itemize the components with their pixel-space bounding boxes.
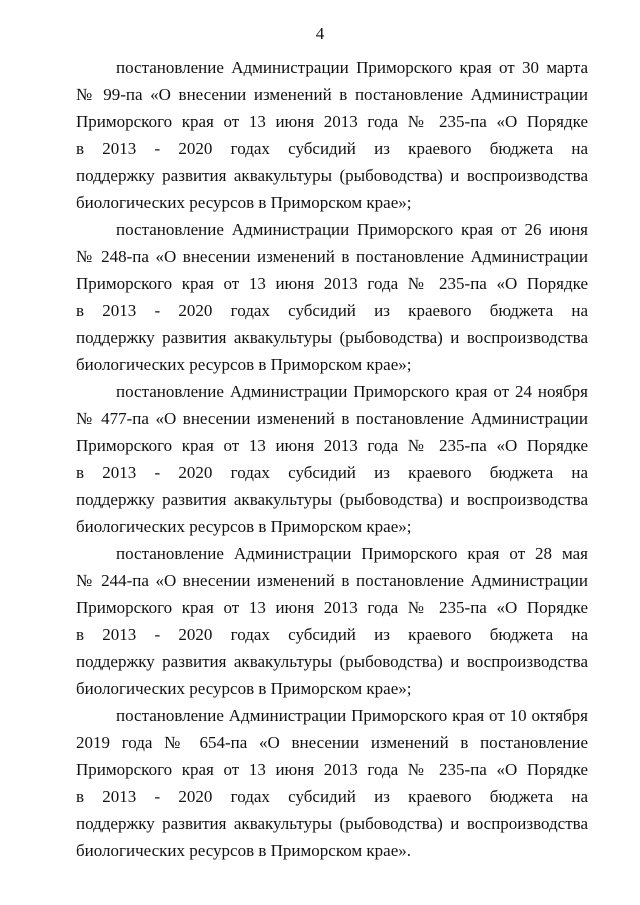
paragraph-line: постановление Администрации Приморского края от 30 марта bbox=[116, 58, 588, 77]
paragraph-line: в 2013 - 2020 годах субсидий из краевого бюджета на bbox=[76, 301, 588, 320]
paragraph-2 bbox=[76, 216, 588, 378]
paragraph-line: 2019 года № 654-па «О внесении изменений в постановление bbox=[76, 733, 588, 752]
paragraph-line: биологических ресурсов в Приморском крае»; bbox=[76, 193, 412, 212]
paragraph-line: постановление Администрации Приморского края от 24 ноября bbox=[116, 382, 588, 401]
paragraph-line: поддержку развития аквакультуры (рыбоводства) и воспроизводства bbox=[76, 490, 588, 509]
paragraph-line: поддержку развития аквакультуры (рыбоводства) и воспроизводства bbox=[76, 166, 588, 185]
paragraph-line: Приморского края от 13 июня 2013 года № 235-па «О Порядке bbox=[76, 598, 588, 617]
paragraph-line: поддержку развития аквакультуры (рыбоводства) и воспроизводства bbox=[76, 328, 588, 347]
paragraph-line: в 2013 - 2020 годах субсидий из краевого бюджета на bbox=[76, 787, 588, 806]
paragraph-line: постановление Администрации Приморского края от 10 октября bbox=[116, 706, 588, 725]
page-number: 4 bbox=[315, 24, 325, 43]
paragraph-line: биологических ресурсов в Приморском крае»; bbox=[76, 517, 412, 536]
paragraph-line: биологических ресурсов в Приморском крае»; bbox=[76, 679, 412, 698]
paragraph-line: поддержку развития аквакультуры (рыбоводства) и воспроизводства bbox=[76, 814, 588, 833]
paragraph-line: в 2013 - 2020 годах субсидий из краевого бюджета на bbox=[76, 139, 588, 158]
paragraph-4 bbox=[76, 540, 588, 702]
paragraph-line: в 2013 - 2020 годах субсидий из краевого бюджета на bbox=[76, 625, 588, 644]
paragraph-line: биологических ресурсов в Приморском крае». bbox=[76, 841, 411, 860]
paragraph-line: № 248-па «О внесении изменений в постановление Администрации bbox=[76, 247, 588, 266]
paragraph-1 bbox=[76, 54, 588, 216]
paragraph-line: № 99-па «О внесении изменений в постановление Администрации bbox=[76, 85, 588, 104]
paragraph-5 bbox=[76, 702, 588, 864]
paragraph-3 bbox=[76, 378, 588, 540]
paragraph-line: постановление Администрации Приморского края от 26 июня bbox=[116, 220, 588, 239]
paragraph-line: № 477-па «О внесении изменений в постановление Администрации bbox=[76, 409, 588, 428]
paragraph-line: постановление Администрации Приморского края от 28 мая bbox=[116, 544, 588, 563]
document-body bbox=[76, 54, 588, 864]
paragraph-line: биологических ресурсов в Приморском крае»; bbox=[76, 355, 412, 374]
paragraph-line: № 244-па «О внесении изменений в постановление Администрации bbox=[76, 571, 588, 590]
paragraph-line: Приморского края от 13 июня 2013 года № 235-па «О Порядке bbox=[76, 760, 588, 779]
paragraph-line: Приморского края от 13 июня 2013 года № 235-па «О Порядке bbox=[76, 112, 588, 131]
paragraph-line: поддержку развития аквакультуры (рыбоводства) и воспроизводства bbox=[76, 652, 588, 671]
paragraph-line: Приморского края от 13 июня 2013 года № 235-па «О Порядке bbox=[76, 274, 588, 293]
paragraph-line: в 2013 - 2020 годах субсидий из краевого бюджета на bbox=[76, 463, 588, 482]
paragraph-line: Приморского края от 13 июня 2013 года № 235-па «О Порядке bbox=[76, 436, 588, 455]
